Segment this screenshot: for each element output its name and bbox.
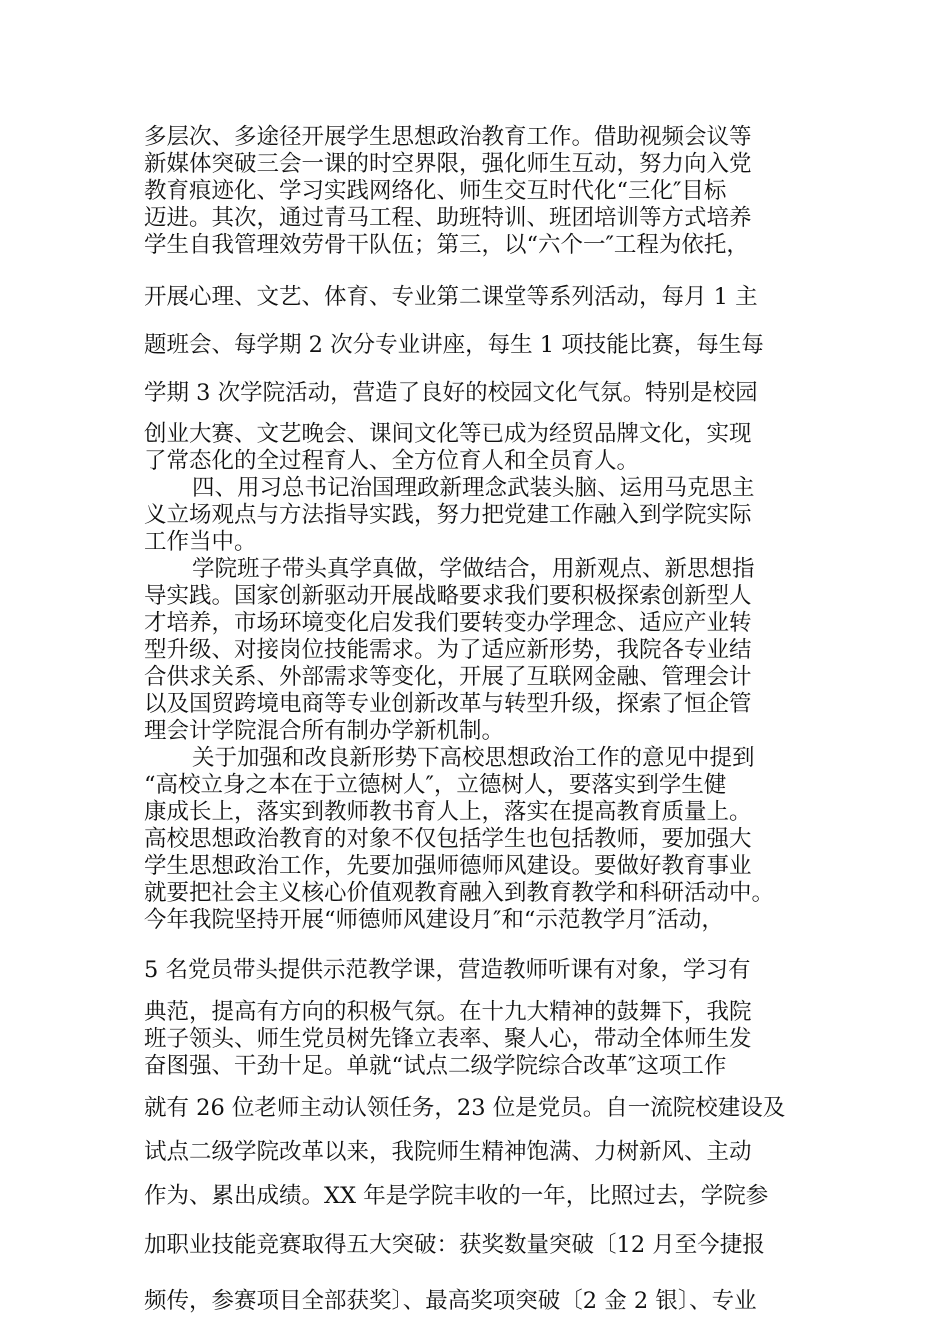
text-line: 5 名党员带头提供示范教学课，营造教师听课有对象，学习有: [144, 957, 751, 983]
text-line: 学院班子带头真学真做，学做结合，用新观点、新思想指: [192, 556, 755, 582]
text-line: 多层次、多途径开展学生思想政治教育工作。借助视频会议等: [144, 124, 752, 150]
text-line: 开展心理、文艺、体育、专业第二课堂等系列活动，每月 1 主: [144, 284, 758, 310]
text-line: 典范，提高有方向的积极气氛。在十九大精神的鼓舞下，我院: [144, 999, 752, 1025]
text-line: 康成长上，落实到教师教书育人上，落实在提高教育质量上。: [144, 799, 752, 825]
text-line: 关于加强和改良新形势下高校思想政治工作的意见中提到: [192, 745, 755, 771]
text-line: 高校思想政治教育的对象不仅包括学生也包括教师，要加强大: [144, 826, 752, 852]
text-line: 加职业技能竞赛取得五大突破：获奖数量突破〔12 月至今捷报: [144, 1232, 765, 1258]
text-line: 以及国贸跨境电商等专业创新改革与转型升级，探索了恒企管: [144, 691, 752, 717]
text-line: 理会计学院混合所有制办学新机制。: [144, 718, 505, 744]
text-line: 教育痕迹化、学习实践网络化、师生交互时代化“三化″目标: [144, 178, 727, 204]
text-line: 迈进。其次，通过青马工程、助班特训、班团培训等方式培养: [144, 205, 752, 231]
text-line: 新媒体突破三会一课的时空界限，强化师生互动，努力向入党: [144, 151, 752, 177]
text-line: 才培养，市场环境变化启发我们要转变办学理念、适应产业转: [144, 610, 752, 636]
text-line: 试点二级学院改革以来，我院师生精神饱满、力树新风、主动: [144, 1139, 752, 1165]
text-line: 合供求关系、外部需求等变化，开展了互联网金融、管理会计: [144, 664, 752, 690]
text-line: 频传，参赛项目全部获奖〕、最高奖项突破〔2 金 2 银〕、专业: [144, 1288, 757, 1314]
text-line: 题班会、每学期 2 次分专业讲座，每生 1 项技能比赛，每生每: [144, 332, 764, 358]
text-line: 导实践。国家创新驱动开展战略要求我们要积极探索创新型人: [144, 583, 752, 609]
text-line: 作为、累出成绩。XX 年是学院丰收的一年，比照过去，学院参: [144, 1183, 769, 1209]
text-line: 学期 3 次学院活动，营造了良好的校园文化气氛。特别是校园: [144, 380, 758, 406]
text-line: 了常态化的全过程育人、全方位育人和全员育人。: [144, 448, 640, 474]
text-line: 今年我院坚持开展“师德师风建设月″和“示范教学月″活动，: [144, 907, 724, 933]
section-heading-line: 工作当中。: [144, 529, 257, 555]
text-line: 就有 26 位老师主动认领任务，23 位是党员。自一流院校建设及: [144, 1095, 786, 1121]
text-line: 学生自我管理效劳骨干队伍；第三，以“六个一″工程为依托，: [144, 232, 749, 258]
text-line: 班子领头、师生党员树先锋立表率、聚人心，带动全体师生发: [144, 1026, 752, 1052]
text-line: 创业大赛、文艺晚会、课间文化等已成为经贸品牌文化，实现: [144, 421, 752, 447]
section-heading-line: 义立场观点与方法指导实践，努力把党建工作融入到学院实际: [144, 502, 752, 528]
text-line: 奋图强、干劲十足。单就“试点二级学院综合改革″这项工作: [144, 1053, 727, 1079]
section-heading-line: 四、用习总书记治国理政新理念武装头脑、运用马克思主: [192, 475, 755, 501]
text-line: 就要把社会主义核心价值观教育融入到教育教学和科研活动中。: [144, 880, 775, 906]
text-line: “高校立身之本在于立德树人″，立德树人，要落实到学生健: [144, 772, 727, 798]
text-line: 学生思想政治工作，先要加强师德师风建设。要做好教育事业: [144, 853, 752, 879]
text-line: 型升级、对接岗位技能需求。为了适应新形势，我院各专业结: [144, 637, 752, 663]
